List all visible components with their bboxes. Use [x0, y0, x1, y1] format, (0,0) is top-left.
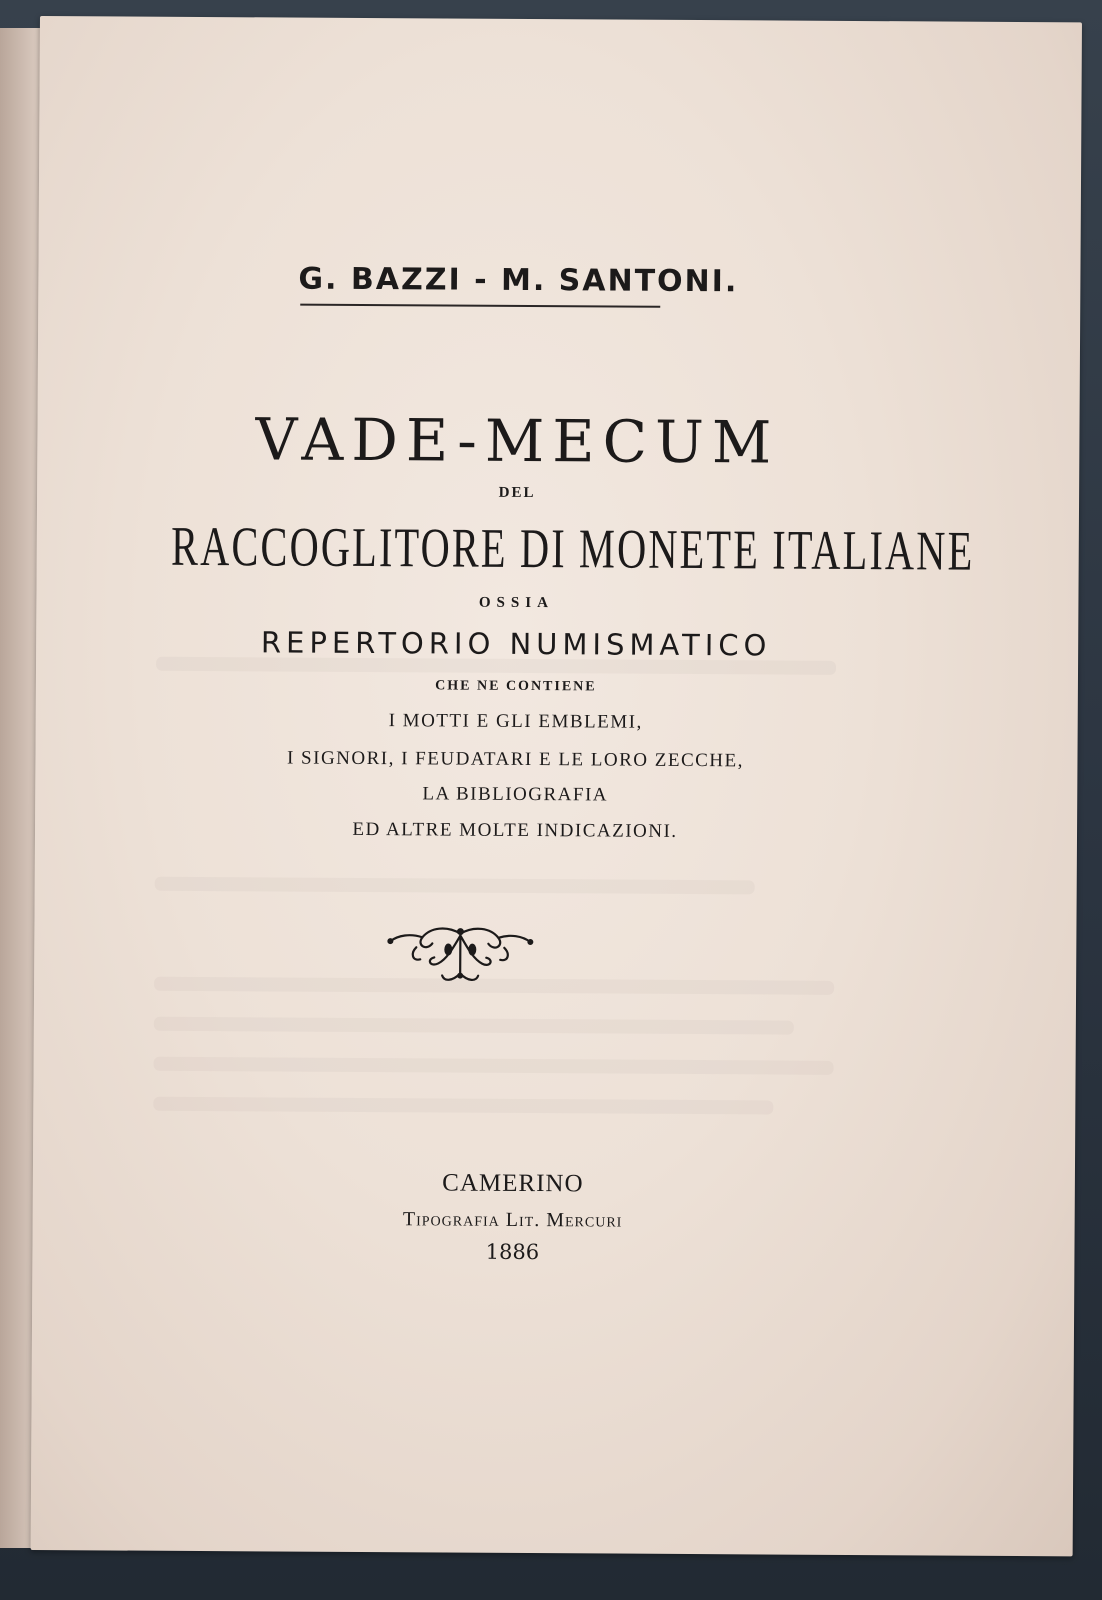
connector-ossia: OSSIA	[478, 594, 554, 612]
contents-line: I MOTTI E GLI EMBLEMI,	[388, 710, 643, 733]
alternate-title: REPERTORIO NUMISMATICO	[260, 625, 772, 663]
imprint-year: 1886	[485, 1239, 540, 1265]
subtitle: RACCOGLITORE DI MONETE ITALIANE	[170, 515, 975, 583]
authors-rule	[300, 304, 660, 308]
main-title: VADE-MECUM	[255, 405, 780, 477]
page-content	[31, 16, 1082, 1556]
floral-ornament-icon	[386, 923, 534, 988]
contents-line: LA BIBLIOGRAFIA	[422, 783, 609, 806]
contents-line: I SIGNORI, I FEUDATARI E LE LORO ZECCHE,	[286, 747, 744, 772]
imprint-city: CAMERINO	[442, 1169, 584, 1198]
contents-intro: CHE NE CONTIENE	[435, 678, 597, 695]
contents-line: ED ALTRE MOLTE INDICAZIONI.	[352, 818, 678, 842]
title-page	[31, 16, 1082, 1556]
authors-line: G. BAZZI - M. SANTONI.	[298, 261, 739, 300]
connector-del: DEL	[498, 484, 536, 502]
imprint-printer: Tipografia Lit. Mercuri	[402, 1208, 623, 1232]
